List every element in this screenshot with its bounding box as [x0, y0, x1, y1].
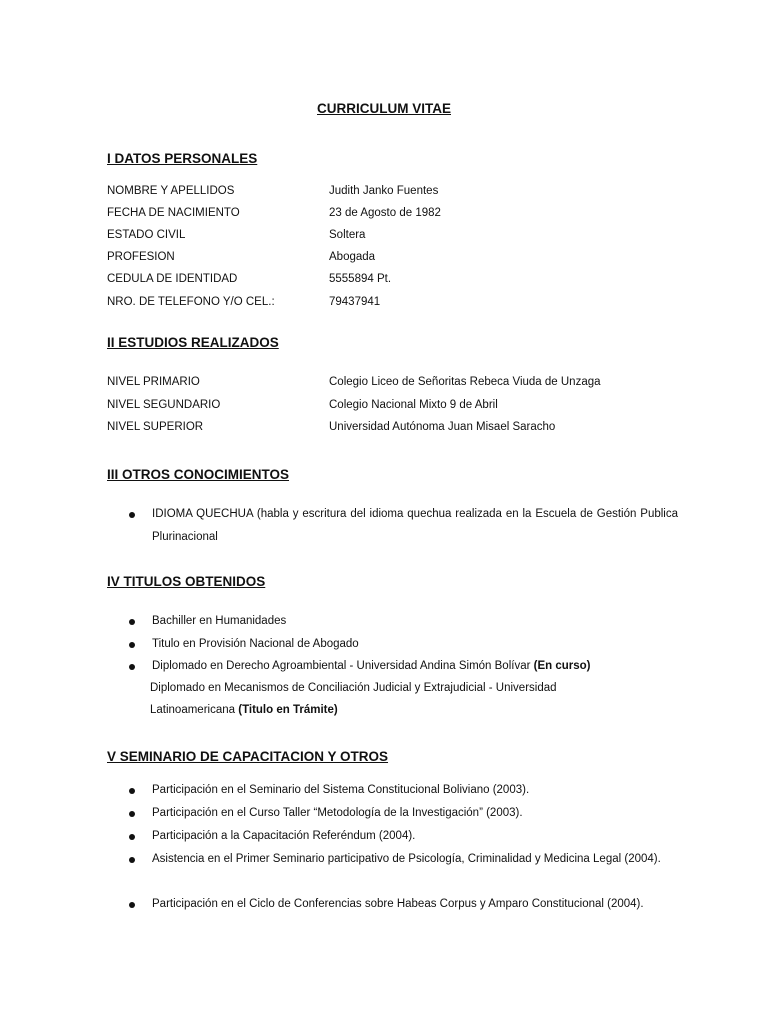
personal-row	[107, 273, 707, 289]
field-label: PROFESION	[107, 251, 175, 263]
studies-row	[107, 421, 707, 437]
list-item: Participación en el Curso Taller “Metodología de la Investigación” (2003).	[152, 807, 523, 819]
field-label: NIVEL PRIMARIO	[107, 376, 200, 388]
field-label: ESTADO CIVIL	[107, 229, 186, 241]
studies-row	[107, 399, 707, 415]
status-label: (En curso)	[533, 660, 591, 672]
list-item: Participación a la Capacitación Referéndum (2004).	[152, 830, 416, 842]
field-label: NOMBRE Y APELLIDOS	[107, 185, 235, 197]
list-item: Bachiller en Humanidades	[152, 615, 287, 627]
field-value: 5555894 Pt.	[329, 273, 392, 285]
bullet-icon	[129, 902, 135, 908]
status-label: (Titulo en Trámite)	[238, 704, 338, 716]
bullet-icon	[129, 642, 135, 648]
list-item-text: Latinoamericana	[150, 704, 236, 716]
field-value: Universidad Autónoma Juan Misael Saracho	[329, 421, 556, 433]
heading-titles: IV TITULOS OBTENIDOS	[107, 574, 266, 589]
list-item	[152, 655, 678, 678]
bullet-icon	[129, 619, 135, 625]
heading-other-knowledge: III OTROS CONOCIMIENTOS	[107, 467, 290, 482]
bullet-icon	[129, 857, 135, 863]
field-label: CEDULA DE IDENTIDAD	[107, 273, 238, 285]
personal-row	[107, 229, 707, 245]
list-item: Titulo en Provisión Nacional de Abogado	[152, 638, 359, 650]
personal-row	[107, 207, 707, 223]
heading-seminars: V SEMINARIO DE CAPACITACION Y OTROS	[107, 749, 389, 764]
field-value: 79437941	[329, 296, 381, 308]
list-item-continuation: Diplomado en Mecanismos de Conciliación Judicial y Extrajudicial - Universidad	[150, 682, 557, 694]
bullet-icon	[129, 834, 135, 840]
heading-studies: II ESTUDIOS REALIZADOS	[107, 335, 279, 350]
field-value: Soltera	[329, 229, 366, 241]
personal-row	[107, 296, 707, 312]
studies-row	[107, 376, 707, 392]
field-value: 23 de Agosto de 1982	[329, 207, 441, 219]
bullet-icon	[129, 811, 135, 817]
field-value: Judith Janko Fuentes	[329, 185, 439, 197]
list-item-continuation	[150, 704, 338, 716]
field-label: FECHA DE NACIMIENTO	[107, 207, 240, 219]
bullet-icon	[129, 788, 135, 794]
list-item: IDIOMA QUECHUA (habla y escritura del idioma quechua realizada en la Escuela de Gestión Publica Plurinacional	[152, 508, 678, 543]
field-label: NRO. DE TELEFONO Y/O CEL.:	[107, 296, 275, 308]
field-label: NIVEL SUPERIOR	[107, 421, 204, 433]
personal-row	[107, 251, 707, 267]
field-value: Colegio Liceo de Señoritas Rebeca Viuda de Unzaga	[329, 376, 601, 388]
field-value: Colegio Nacional Mixto 9 de Abril	[329, 399, 498, 411]
bullet-icon	[129, 664, 135, 670]
list-item: Asistencia en el Primer Seminario participativo de Psicología, Criminalidad y Medicina Legal (2004).	[152, 853, 661, 865]
list-item-text: Diplomado en Derecho Agroambiental - Universidad Andina Simón Bolívar	[152, 660, 531, 672]
heading-personal-data: I DATOS PERSONALES	[107, 151, 258, 166]
document-title: CURRICULUM VITAE	[317, 101, 451, 116]
personal-row	[107, 185, 707, 201]
list-item: Participación en el Ciclo de Conferencias sobre Habeas Corpus y Amparo Constitucional (2004).	[152, 898, 644, 910]
field-label: NIVEL SEGUNDARIO	[107, 399, 221, 411]
field-value: Abogada	[329, 251, 376, 263]
bullet-icon	[129, 512, 135, 518]
list-item: Participación en el Seminario del Sistema Constitucional Boliviano (2003).	[152, 784, 530, 796]
